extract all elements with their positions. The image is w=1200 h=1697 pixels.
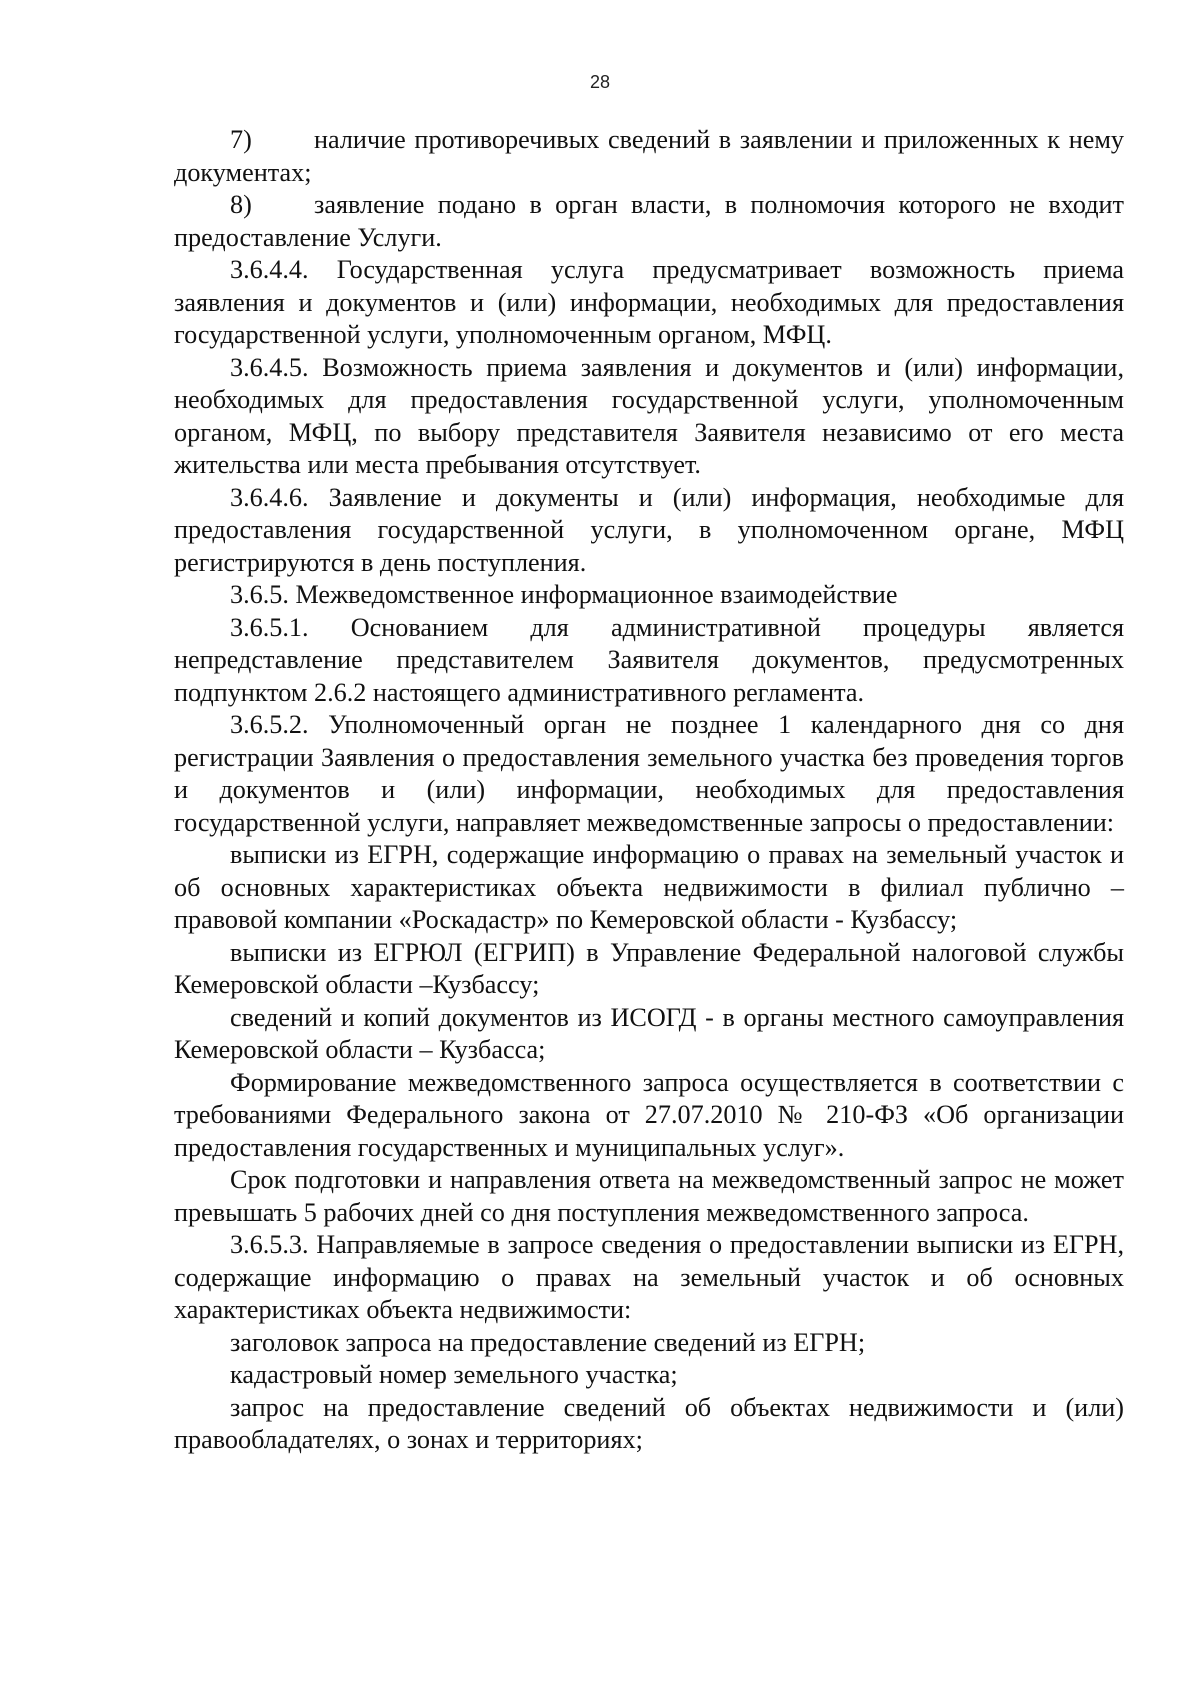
list-item-number: 8) [230, 190, 252, 219]
paragraph-3-6-4-5: 3.6.4.5. Возможность приема заявления и документов и (или) информации, необходимых для предоставления государственной услуги, уполномоченным органом, МФЦ, по выбору представителя Заявителя независимо от его места жительства или места пребывания отсутствует. [174, 352, 1124, 479]
paragraph-3-6-5-3: 3.6.5.3. Направляемые в запросе сведения о предоставлении выписки из ЕГРН, содержащие информацию о правах на земельный участок и об основных характеристиках объекта недвижимости: [174, 1230, 1124, 1324]
paragraph-3-6-5-1: 3.6.5.1. Основанием для административной процедуры является непредставление представителем Заявителя документов, предусмотренных подпунктом 2.6.2 настоящего административного регламента. [174, 612, 1124, 707]
paragraph-3-6-5-2: 3.6.5.2. Уполномоченный орган не позднее 1 календарного дня со дня регистрации Заявления о предоставления земельного участка без проведения торгов и документов и (или) информации, необходимых для предоставления государственной услуги, направляет межведомственные запросы о предоставлении: [174, 710, 1124, 837]
list-item [174, 189, 1124, 254]
list-item [174, 124, 1124, 189]
paragraph-egrn-extract: выписки из ЕГРН, содержащие информацию о правах на земельный участок и об основных характеристиках объекта недвижимости в филиал публично – правовой компании «Роскадастр» по Кемеровской области - Кузбассу; [174, 840, 1124, 934]
document-body [174, 124, 1124, 1457]
list-item-number: 7) [230, 125, 252, 154]
paragraph-request-formation: Формирование межведомственного запроса осуществляется в соответствии с требованиями Федерального закона от 27.07.2010 № 210-ФЗ «Об организации предоставления государственных и муниципальных услуг». [174, 1067, 1124, 1162]
paragraph-3-6-4-4: 3.6.4.4. Государственная услуга предусматривает возможность приема заявления и документов и (или) информации, необходимых для предоставления государственной услуги, уполномоченным органом, МФЦ. [174, 255, 1124, 349]
paragraph-isogd: сведений и копий документов из ИСОГД - в органы местного самоуправления Кемеровской области – Кузбасса; [174, 1002, 1124, 1064]
paragraph-request-header: заголовок запроса на предоставление сведений из ЕГРН; [230, 1327, 866, 1357]
paragraph-info-request: запрос на предоставление сведений об объектах недвижимости и (или) правообладателях, о зонах и территориях; [174, 1392, 1124, 1454]
paragraph-cadastral-number: кадастровый номер земельного участка; [230, 1360, 678, 1389]
paragraph-egrul-extract: выписки из ЕГРЮЛ (ЕГРИП) в Управление Федеральной налоговой службы Кемеровской области –Кузбассу; [174, 937, 1124, 999]
list-item-text: наличие противоречивых сведений в заявлении и приложенных к нему документах; [174, 125, 1124, 187]
paragraph-3-6-4-6: 3.6.4.6. Заявление и документы и (или) информация, необходимые для предоставления государственной услуги, в уполномоченном органе, МФЦ регистрируются в день поступления. [174, 482, 1124, 577]
paragraph-response-deadline: Срок подготовки и направления ответа на межведомственный запрос не может превышать 5 рабочих дней со дня поступления межведомственного запроса. [174, 1165, 1124, 1227]
page-number: 28 [589, 72, 611, 92]
list-item-text: заявление подано в орган власти, в полномочия которого не входит предоставление Услуги. [174, 190, 1124, 252]
section-heading-3-6-5: 3.6.5. Межведомственное информационное взаимодействие [230, 580, 898, 609]
